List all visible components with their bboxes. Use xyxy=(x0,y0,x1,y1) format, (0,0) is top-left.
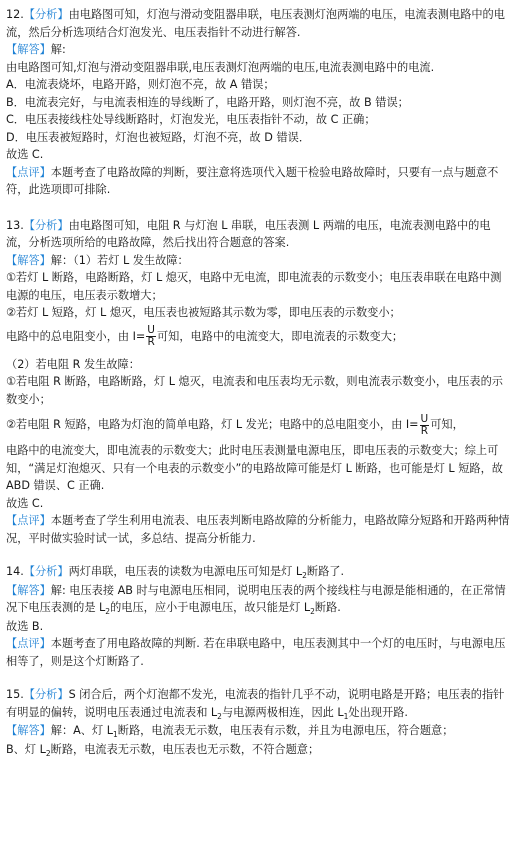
question-12 xyxy=(6,6,510,199)
question-13 xyxy=(6,217,510,548)
q14-number: 14. xyxy=(6,565,24,578)
q15-analysis xyxy=(6,686,510,722)
q13-formula2-pre: ②若电阻 R 短路，电路为灯泡的简单电路，灯 L 发光；电路中的总电阻变小，由 I= xyxy=(6,418,419,431)
q13-case-lamp-short: ②若灯 L 短路，灯 L 熄灭，电压表也被短路其示数为零，即电压表的示数变小； xyxy=(6,306,401,319)
q12-analysis-tag: 【分析】 xyxy=(23,8,69,21)
q13-formula-post: 可知，电路中的电流变大，即电流表的示数变大； xyxy=(156,329,404,343)
q13-comment xyxy=(6,512,510,547)
q14-analysis-b: 断路了. xyxy=(306,565,345,578)
subscript: 1 xyxy=(343,711,349,721)
q15-analysis-c: 处出现开路. xyxy=(348,705,408,719)
q15-answer-b-line xyxy=(6,741,510,760)
q12-answer-tag: 【解答】 xyxy=(6,43,51,56)
q13-answer-intro: 解：（1）若灯 L 发生故障： xyxy=(50,253,189,267)
q13-analysis xyxy=(6,217,510,252)
q12-option-b: B．电流表完好，与电流表相连的导线断了，电路开路，则灯泡不亮，故 B 错误； xyxy=(6,95,409,109)
q13-formula-pre: 电路中的总电阻变小，由 I= xyxy=(6,329,146,343)
fraction-denominator: R xyxy=(147,336,155,348)
q12-option-a: A．电流表烧坏，电路开路，则灯泡不亮，故 A 错误； xyxy=(6,78,275,91)
solution-page xyxy=(6,6,510,759)
ohm-law-fraction xyxy=(420,414,430,437)
q14-comment-text: 本题考查了用电路故障的判断. 若在串联电路中，电压表测其中一个灯的电压时，与电源电压相等了，则是这个灯断路了. xyxy=(6,637,506,668)
q14-answer-a: 解: 电压表接 AB 时与电源电压相同，说明电压表的两个接线柱与电源是能相通的，在正常情况下电压表测的是 L xyxy=(6,583,506,614)
fraction-numerator: U xyxy=(420,412,429,425)
q15-analysis-a: S 闭合后，两个灯泡都不发光，电流表的指针几乎不动，说明电路是开路；电压表的指针有明显的偏转，说明电压表通过电流表和 L xyxy=(6,688,505,719)
q15-answer-b: 断路，电流表无示数，电压表有示数，并且为电源电压，符合题意； xyxy=(117,724,454,737)
q13-number: 13. xyxy=(6,218,24,232)
q14-answer-b: 的电压，应小于电源电压，故只能是灯 L xyxy=(110,601,311,614)
q15-number: 15. xyxy=(6,688,24,701)
q13-formula-line-2 xyxy=(6,410,510,440)
q15-analysis-b: 与电源两极相连，因此 L xyxy=(221,705,344,719)
q15-analysis-tag: 【分析】 xyxy=(23,688,69,701)
q12-comment xyxy=(6,164,510,199)
q14-choice: 故选 B. xyxy=(6,619,44,633)
q14-answer xyxy=(6,582,510,618)
q12-comment-text: 本题考查了电路故障的判断，要注意将选项代入题干检验电路故障时，只要有一点与题意不符，此选项即可排除. xyxy=(6,165,499,196)
q13-analysis-tag: 【分析】 xyxy=(23,218,69,232)
q13-comment-text: 本题考查了学生利用电流表、电压表判断电路故障的分析能力，电路故障分短路和开路两种情况，平时做实验时试一试，多总结、提高分析能力. xyxy=(6,514,510,545)
q14-answer-c: 断路. xyxy=(314,601,341,614)
q13-answer-tag: 【解答】 xyxy=(6,253,51,267)
q12-choice: 故选 C. xyxy=(6,148,44,161)
q13-part-2: （2）若电阻 R 发生故障： xyxy=(6,357,140,371)
q14-analysis-a: 两灯串联，电压表的读数为电源电压可知是灯 L xyxy=(68,565,303,578)
q15-answer-a-line xyxy=(6,722,510,741)
q12-comment-tag: 【点评】 xyxy=(6,165,51,179)
subscript: 2 xyxy=(105,607,111,616)
q14-comment xyxy=(6,635,510,670)
q12-line: 由电路图可知,灯泡与滑动变阻器串联,电压表测灯泡两端的电压,电流表测电路中的电流. xyxy=(6,60,435,74)
subscript: 2 xyxy=(45,748,51,758)
question-14 xyxy=(6,563,510,670)
q12-analysis xyxy=(6,6,510,41)
q13-formula2-post: 可知， xyxy=(430,418,464,431)
fraction-numerator: U xyxy=(147,324,155,336)
q12-analysis-text: 由电路图可知，灯泡与滑动变阻器串联，电压表测灯泡两端的电压，电流表测电路中的电流，然后分析选项结合灯泡发光、电压表指针不动进行解答. xyxy=(6,8,505,39)
q14-analysis xyxy=(6,563,510,582)
q15-answer-a: 解：A、灯 L xyxy=(50,724,113,737)
q12-number: 12. xyxy=(6,8,24,21)
subscript: 1 xyxy=(112,730,118,739)
q13-answer-head xyxy=(6,252,510,270)
q12-answer-head xyxy=(6,41,510,59)
q14-analysis-tag: 【分析】 xyxy=(23,565,69,578)
q12-answer-intro: 解: xyxy=(50,43,66,56)
subscript: 2 xyxy=(217,711,222,721)
fraction-denominator: R xyxy=(420,424,428,437)
q13-formula-line-1 xyxy=(6,322,510,352)
q13-choice: 故选 C. xyxy=(6,496,44,510)
q15-answer-d: 断路，电流表无示数，电压表也无示数，不符合题意； xyxy=(50,742,320,756)
q14-answer-tag: 【解答】 xyxy=(6,583,51,597)
q15-answer-c: B、灯 L xyxy=(6,742,46,756)
q12-option-c: C．电压表接线柱处导线断路时，灯泡发光，电压表指针不动，故 C 正确； xyxy=(6,113,376,126)
q14-comment-tag: 【点评】 xyxy=(6,637,51,650)
q12-option-d: D．电压表被短路时，灯泡也被短路，灯泡不亮，故 D 错误． xyxy=(6,130,311,144)
q13-comment-tag: 【点评】 xyxy=(6,514,51,527)
q13-case-resistor-open: ①若电阻 R 断路，电路断路，灯 L 熄灭，电流表和电压表均无示数，则电流表示数变小，电压表的示数变小； xyxy=(6,375,503,406)
q15-answer-tag: 【解答】 xyxy=(6,724,51,737)
q13-analysis-text: 由电路图可知，电阻 R 与灯泡 L 串联，电压表测 L 两端的电压，电流表测电路中的电流，分析选项所给的电路故障，然后找出符合题意的答案. xyxy=(6,218,491,249)
question-15 xyxy=(6,686,510,759)
q13-conclusion: 电路中的电流变大，即电流表的示数变大；此时电压表测量电源电压，即电压表的示数变大；综上可知，“满足灯泡熄灭、只有一个电表的示数变小”的电路故障可能是灯 L 断路，也可能是灯 L 短路，故 ABD 错误、C 正确. xyxy=(6,444,503,492)
subscript: 2 xyxy=(310,607,315,616)
ohm-law-fraction xyxy=(146,325,156,348)
subscript: 2 xyxy=(302,571,307,580)
q13-case-lamp-open: ①若灯 L 断路，电路断路，灯 L 熄灭，电路中无电流，即电流表的示数变小；电压表串联在电路中测电源的电压，电压表示数增大； xyxy=(6,271,502,302)
